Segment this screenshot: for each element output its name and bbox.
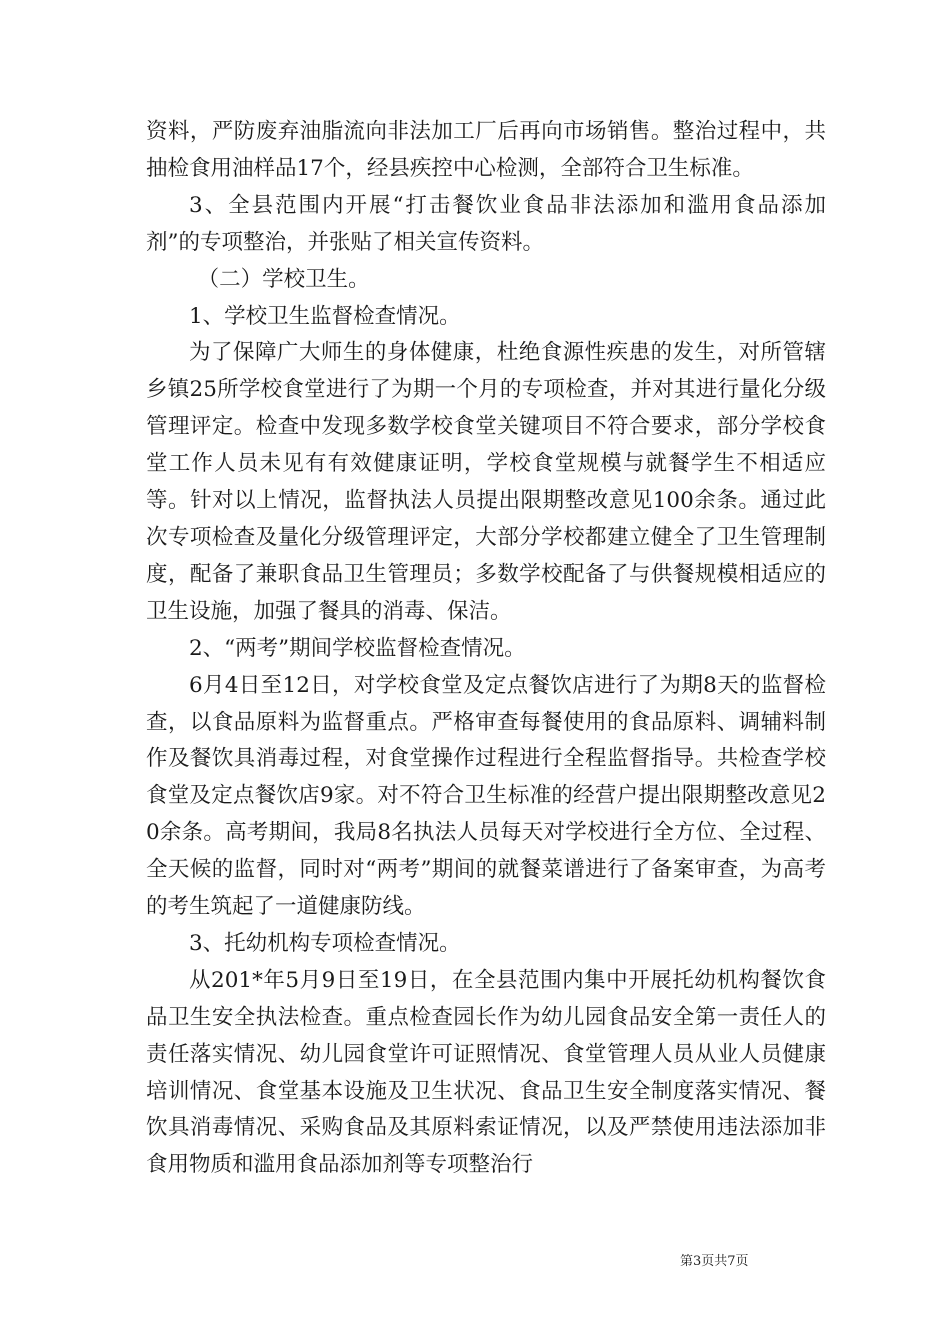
subheading-kindergarten: 3、托幼机构专项检查情况。 xyxy=(189,930,461,956)
document-body xyxy=(146,114,826,1184)
page-number: 第3页共7页 xyxy=(680,1254,749,1269)
paragraph-school-inspection: 为了保障广大师生的身体健康，杜绝食源性疾患的发生，对所管辖乡镇25所学校食堂进行了为期一个月的专项检查，并对其进行量化分级管理评定。检查中发现多数学校食堂关键项目不符合要求，部分学校食堂工作人员未见有有效健康证明，学校食堂规模与就餐学生不相适应等。针对以上情况，监督执法人员提出限期整改意见100余条。通过此次专项检查及量化分级管理评定，大部分学校都建立健全了卫生管理制度，配备了兼职食品卫生管理员；多数学校配备了与供餐规模相适应的卫生设施，加强了餐具的消毒、保洁。 xyxy=(146,340,826,624)
section-heading-school-hygiene: （二）学校卫生。 xyxy=(197,266,370,292)
subheading-school-inspection: 1、学校卫生监督检查情况。 xyxy=(189,303,461,329)
paragraph-2: 3、全县范围内开展“打击餐饮业食品非法添加和滥用食品添加剂”的专项整治，并张贴了相关宣传资料。 xyxy=(146,192,826,255)
paragraph-exam-period: 6月4日至12日，对学校食堂及定点餐饮店进行了为期8天的监督检查，以食品原料为监督重点。严格审查每餐使用的食品原料、调辅料制作及餐饮具消毒过程，对食堂操作过程进行全程监督指导。共检查学校食堂及定点餐饮店9家。对不符合卫生标准的经营户提出限期整改意见20余条。高考期间，我局8名执法人员每天对学校进行全方位、全过程、全天候的监督，同时对“两考”期间的就餐菜谱进行了备案审查，为高考的考生筑起了一道健康防线。 xyxy=(146,672,826,920)
subheading-exam-period: 2、“两考”期间学校监督检查情况。 xyxy=(189,635,526,661)
paragraph-kindergarten: 从201*年5月9日至19日，在全县范围内集中开展托幼机构餐饮食品卫生安全执法检查。重点检查园长作为幼儿园食品安全第一责任人的责任落实情况、幼儿园食堂许可证照情况、食堂管理人员从业人员健康培训情况、食堂基本设施及卫生状况、食品卫生安全制度落实情况、餐饮具消毒情况、采购食品及其原料索证情况，以及严禁使用违法添加非食用物质和滥用食品添加剂等专项整治行 xyxy=(146,967,826,1178)
paragraph-1: 资料，严防废弃油脂流向非法加工厂后再向市场销售。整治过程中，共抽检食用油样品17个，经县疾控中心检测，全部符合卫生标准。 xyxy=(146,119,826,181)
